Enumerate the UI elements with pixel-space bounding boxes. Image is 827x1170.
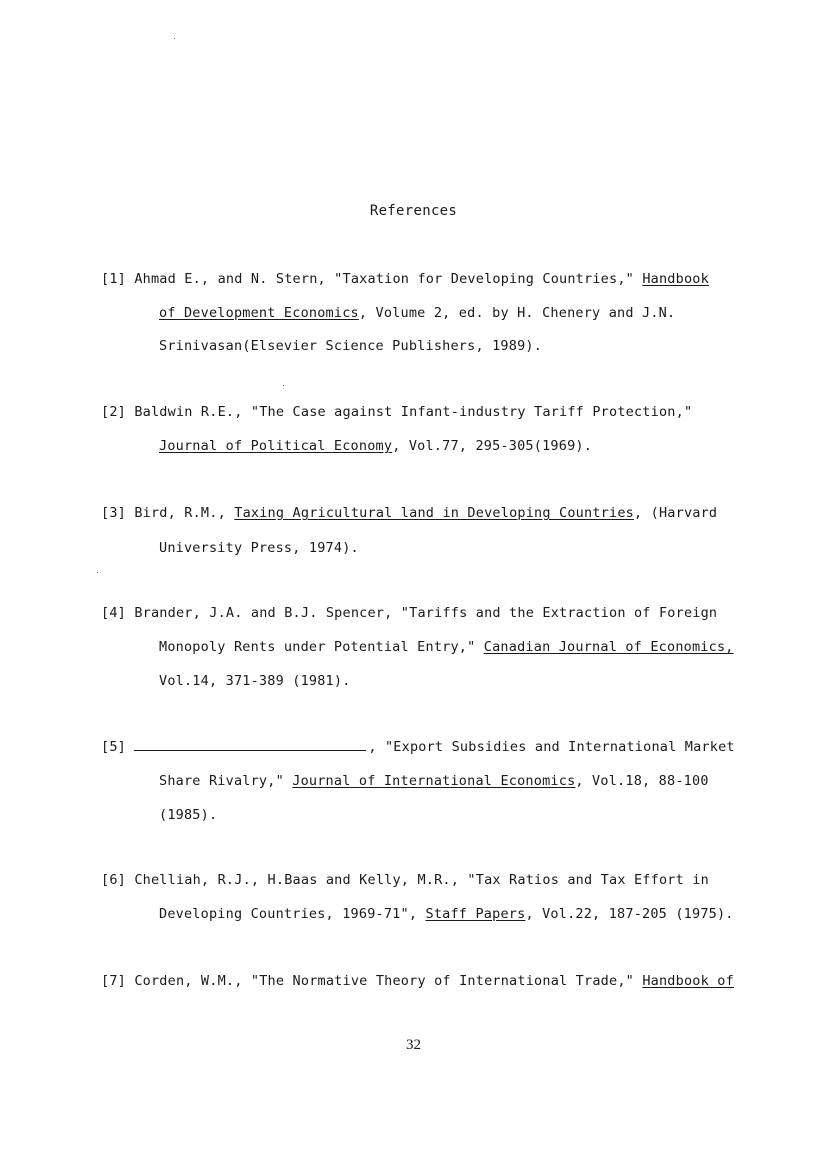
scan-speck <box>174 38 175 39</box>
reference-number: [2] <box>101 404 126 420</box>
reference-number: [6] <box>101 872 126 888</box>
reference-text: University Press, 1974). <box>159 540 359 556</box>
reference-title-underlined: of Development Economics <box>159 305 359 321</box>
reference-3-line-1 <box>101 504 717 522</box>
reference-text: Chelliah, R.J., H.Baas and Kelly, M.R., "Tax Ratios and Tax Effort in <box>134 872 709 888</box>
reference-text: Monopoly Rents under Potential Entry," <box>159 639 484 655</box>
reference-text: Baldwin R.E., "The Case against Infant-industry Tariff Protection," <box>134 404 693 420</box>
reference-title-underlined: Canadian Journal of Economics, <box>483 639 734 655</box>
reference-5-line-3 <box>159 806 217 824</box>
reference-text: Ahmad E., and N. Stern, "Taxation for Developing Countries," <box>134 271 643 287</box>
reference-1-line-2 <box>159 304 675 322</box>
reference-7-line-1 <box>101 972 734 990</box>
reference-2-line-1 <box>101 403 692 421</box>
reference-1-line-3 <box>159 337 542 355</box>
reference-text: Brander, J.A. and B.J. Spencer, "Tariffs and the Extraction of Foreign <box>134 605 718 621</box>
reference-text: , Vol.22, 187-205 (1975). <box>525 906 734 922</box>
reference-text: Developing Countries, 1969-71", <box>159 906 426 922</box>
reference-number: [7] <box>101 973 126 989</box>
reference-title-underlined: Handbook of <box>642 973 734 989</box>
reference-1-line-1 <box>101 270 709 288</box>
reference-text: , (Harvard <box>633 505 718 521</box>
reference-4-line-3 <box>159 672 351 690</box>
reference-4-line-2 <box>159 638 734 656</box>
reference-text: Corden, W.M., "The Normative Theory of International Trade," <box>134 973 643 989</box>
page-number: 32 <box>406 1037 421 1053</box>
reference-number: [3] <box>101 505 126 521</box>
reference-number: [5] <box>101 739 126 755</box>
reference-text: Share Rivalry," <box>159 773 293 789</box>
references-heading: References <box>369 203 458 219</box>
reference-4-line-1 <box>101 604 717 622</box>
reference-5-line-2 <box>159 772 709 790</box>
scan-speck <box>97 572 98 573</box>
reference-title-underlined: Journal of Political Economy <box>159 438 393 454</box>
reference-title-underlined: Taxing Agricultural land in Developing Countries <box>234 505 634 521</box>
reference-text: , Vol.18, 88-100 <box>575 773 709 789</box>
reference-number: [4] <box>101 605 126 621</box>
reference-text: , "Export Subsidies and International Market <box>368 739 735 755</box>
reference-5-line-1 <box>101 738 735 756</box>
reference-6-line-2 <box>159 905 734 923</box>
reference-text: Bird, R.M., <box>134 505 235 521</box>
reference-title-underlined: Staff Papers <box>425 906 526 922</box>
reference-number: [1] <box>101 271 126 287</box>
reference-text: Vol.14, 371-389 (1981). <box>159 673 351 689</box>
reference-text: Srinivasan(Elsevier Science Publishers, 1989). <box>159 338 543 354</box>
reference-3-line-2 <box>159 539 359 557</box>
reference-title-underlined: Handbook <box>642 271 709 287</box>
reference-text: (1985). <box>159 807 218 823</box>
same-author-blank-line <box>134 738 366 751</box>
reference-text: , Vol.77, 295-305(1969). <box>392 438 593 454</box>
reference-6-line-1 <box>101 871 709 889</box>
reference-text: , Volume 2, ed. by H. Chenery and J.N. <box>358 305 676 321</box>
reference-2-line-2 <box>159 437 592 455</box>
reference-title-underlined: Journal of International Economics <box>292 773 576 789</box>
scan-speck <box>283 385 284 386</box>
